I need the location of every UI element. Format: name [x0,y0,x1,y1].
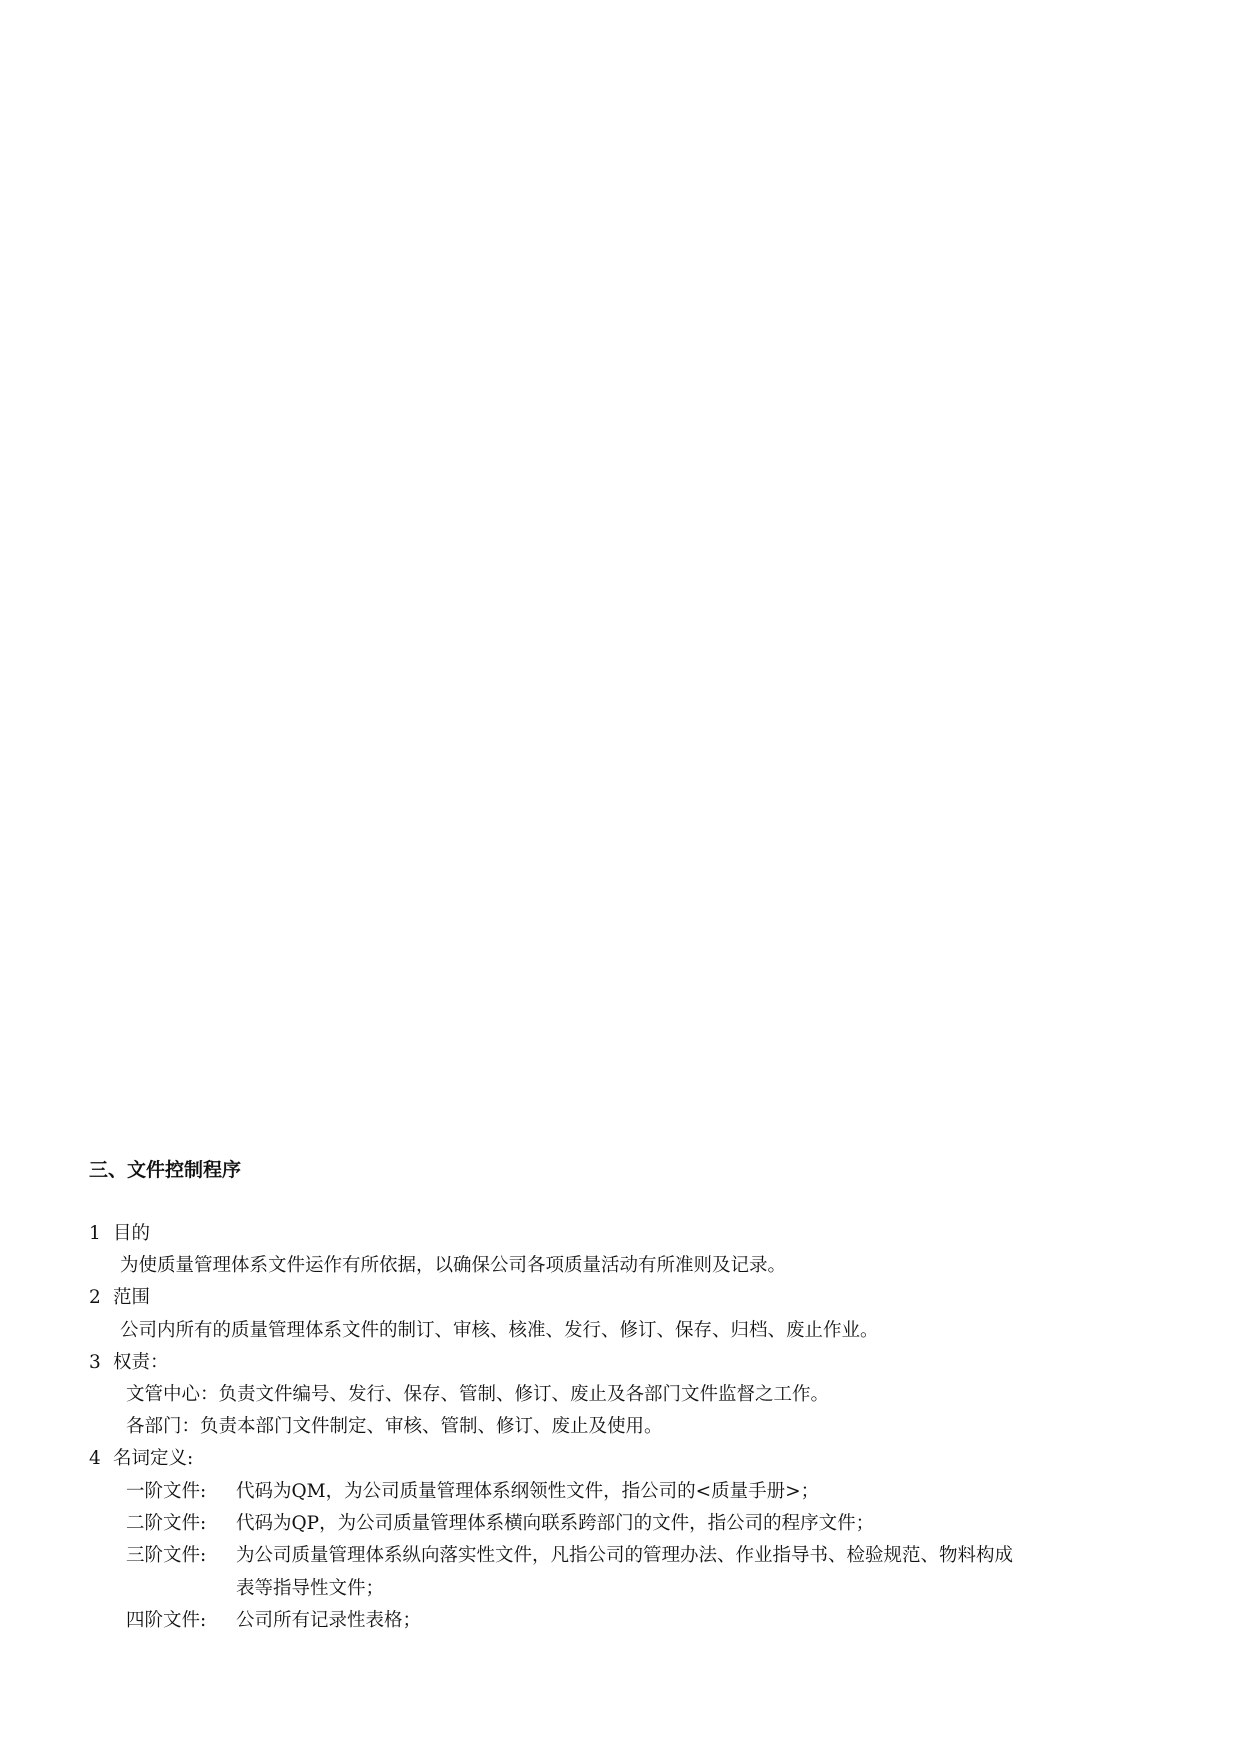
definition-label: 二阶文件: [126,1513,207,1534]
definition-level-3 [126,1543,1013,1569]
responsibility-departments: 各部门：负责本部门文件制定、审核、管制、修订、废止及使用。 [126,1416,663,1437]
responsibility-doc-center: 文管中心：负责文件编号、发行、保存、管制、修订、废止及各部门文件监督之工作。 [126,1384,830,1405]
definition-text: 为公司质量管理体系纵向落实性文件，凡指公司的管理办法、作业指导书、检验规范、物料构成 [236,1545,1014,1566]
scope-text: 公司内所有的质量管理体系文件的制订、审核、核准、发行、修订、保存、归档、废止作业。 [120,1320,879,1341]
section-heading-definitions [89,1446,193,1472]
definition-level-3-continuation: 表等指导性文件； [236,1578,385,1599]
section-number: 2 [89,1287,101,1308]
section-number: 3 [89,1352,101,1373]
section-heading-scope [89,1285,150,1311]
definition-level-4 [126,1608,421,1634]
definition-text: 代码为QP，为公司质量管理体系横向联系跨部门的文件，指公司的程序文件； [236,1513,875,1534]
definition-level-2 [126,1511,874,1537]
section-heading-purpose [89,1221,150,1247]
section-title: 名词定义: [113,1448,194,1469]
section-number: 1 [89,1223,101,1244]
section-heading-responsibility [89,1350,169,1376]
section-title: 权责： [113,1352,169,1373]
definition-level-1 [126,1479,819,1505]
definition-label: 三阶文件: [126,1545,207,1566]
section-number: 4 [89,1448,101,1469]
definition-text: 代码为QM，为公司质量管理体系纲领性文件，指公司的<质量手册>； [236,1481,820,1502]
section-title: 范围 [113,1287,151,1308]
definition-label: 一阶文件: [126,1481,207,1502]
definition-text: 公司所有记录性表格； [236,1610,422,1631]
section-title: 目的 [113,1223,151,1244]
definition-label: 四阶文件: [126,1610,207,1631]
purpose-text: 为使质量管理体系文件运作有所依据，以确保公司各项质量活动有所准则及记录。 [120,1255,787,1276]
document-title: 三、文件控制程序 [89,1159,242,1181]
